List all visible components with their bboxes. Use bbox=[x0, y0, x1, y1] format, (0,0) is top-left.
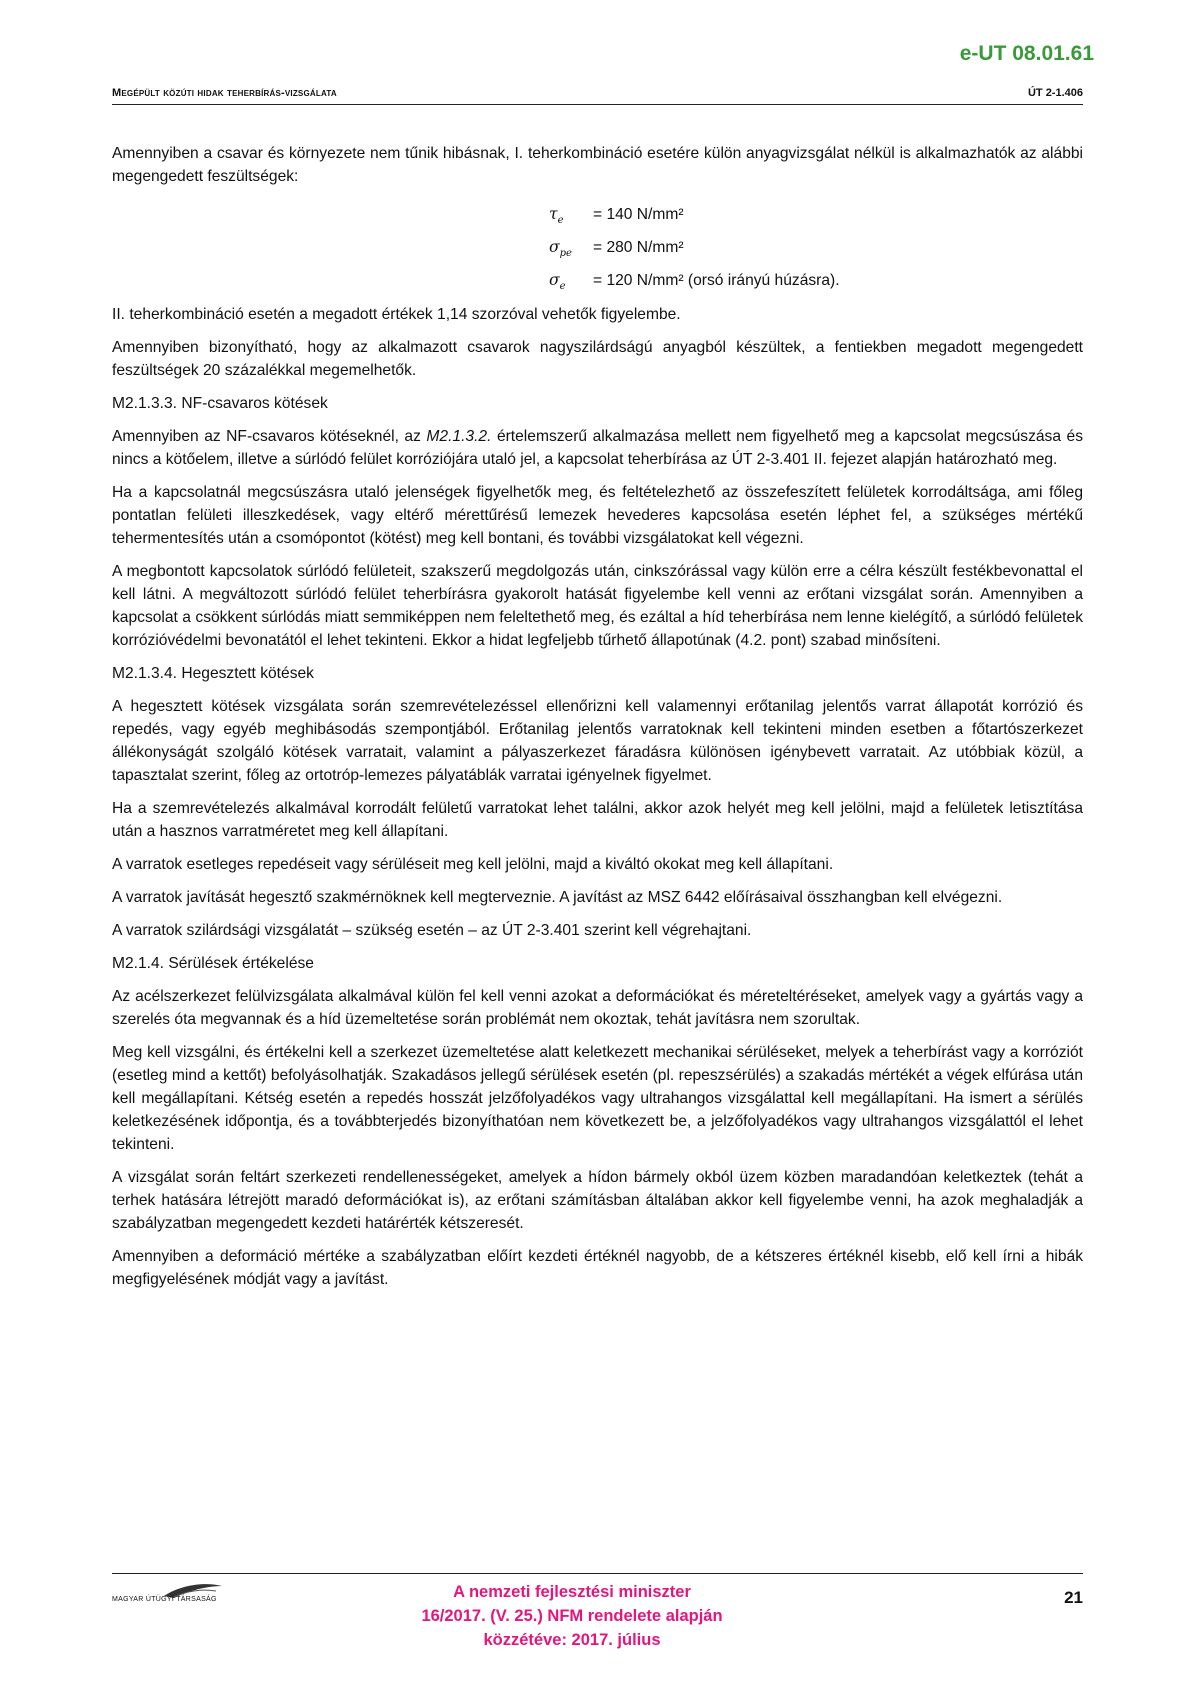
formula-symbol: $\sigma_{pe}$ bbox=[549, 238, 572, 260]
publication-note-line: A nemzeti fejlesztési miniszter bbox=[453, 1583, 691, 1601]
formula-value: = 120 N/mm² bbox=[593, 272, 684, 289]
logo-text: MAGYAR ÚTÜGYI TÁRSASÁG bbox=[112, 1596, 217, 1603]
publication-note bbox=[292, 1580, 852, 1652]
paragraph-weld-4: A varratok javítását hegesztő szakmérnöknek kell megterveznie. A javítást az MSZ 6442 előírásaival összhangban kell elvégezni. bbox=[112, 889, 1003, 906]
section-heading-nf-bolts: M2.1.3.3. NF-csavaros kötések bbox=[112, 395, 328, 412]
formula-row bbox=[549, 264, 1083, 297]
paragraph-weld-5: A varratok szilárdsági vizsgálatát – szükség esetén – az ÚT 2-3.401 szerint kell végrehajtani. bbox=[112, 922, 752, 939]
page-header bbox=[112, 84, 1083, 105]
section-heading-damage: M2.1.4. Sérülések értékelése bbox=[112, 955, 314, 972]
society-logo-icon bbox=[112, 1580, 262, 1608]
paragraph-weld-1: A hegesztett kötések vizsgálata során szemrevételezéssel ellenőrizni kell valamennyi erőtanilag jelentős varrat állapotát korrózió és repedés, vagy egyéb meghibásodás szempontjából. Erőtanilag jelentős varratoknak kell tekinteni minden esetben a főtartószerkezet állékonyságát szolgáló kötések varratait, valamint a pályaszerkezet fáradásra különösen igénybevett varratait. Az utóbbiak közül, a tapasztalat szerint, főleg az ortotróp-lemezes pályatáblák varratai igényelnek figyelmet. bbox=[112, 698, 1083, 784]
formula-symbol: $\tau_e$ bbox=[549, 205, 564, 227]
paragraph-damage-3: A vizsgálat során feltárt szerkezeti rendellenességeket, amelyek a hídon bármely okból üzem közben maradandóan keletkeztek (tehát a terhek hatására létrejött maradó deformációkat is), az erőtani számításban általában akkor kell figyelembe venni, ha azok meghaladják a szabályzatban megengedett kezdeti határérték kétszeresét. bbox=[112, 1169, 1083, 1232]
section-reference: M2.1.3.2. bbox=[426, 428, 492, 445]
publication-note-line: 16/2017. (V. 25.) NFM rendelete alapján bbox=[421, 1607, 723, 1625]
paragraph-high-strength: Amennyiben bizonyítható, hogy az alkalmazott csavarok nagyszilárdságú anyagból készültek, a fentiekben megadott megengedett feszültségek 20 százalékkal megemelhetők. bbox=[112, 339, 1083, 379]
document-code: e-UT 08.01.61 bbox=[959, 42, 1094, 65]
paragraph-load-combination: II. teherkombináció esetén a megadott értékek 1,14 szorzóval vehetők figyelembe. bbox=[112, 306, 681, 323]
paragraph-nf-2: Ha a kapcsolatnál megcsúszásra utaló jelenségek figyelhetők meg, és feltételezhető az összefeszített felületek korrodáltsága, ami főleg pontatlan felületi illeszkedések, vagy eltérő mérettűrésű lemezek hevederes kapcsolása esetén léphet fel, a szükséges mértékű tehermentesítés után a csomópontot (kötést) meg kell bontani, és további vizsgálatokat kell végezni. bbox=[112, 484, 1083, 547]
paragraph-intro: Amennyiben a csavar és környezete nem tűnik hibásnak, I. teherkombináció esetére külön anyagvizsgálat nélkül is alkalmazhatók az alábbi megengedett feszültségek: bbox=[112, 145, 1083, 185]
paragraph-damage-4: Amennyiben a deformáció mértéke a szabályzatban előírt kezdeti értéknél nagyobb, de a kétszeres értéknél kisebb, elő kell írni a hibák megfigyelésének módját vagy a javítást. bbox=[112, 1248, 1083, 1288]
paragraph-damage-1: Az acélszerkezet felülvizsgálata alkalmával külön fel kell venni azokat a deformációkat és méreteltéréseket, amelyek vagy a gyártás vagy a szerelés óta megvannak és a híd üzemeltetése során problémát nem okoztak, tehát javításra nem szorultak. bbox=[112, 988, 1083, 1028]
formula-symbol: $\sigma_e$ bbox=[549, 271, 566, 293]
paragraph-weld-2: Ha a szemrevételezés alkalmával korrodált felületű varratokat lehet találni, akkor azok helyét meg kell jelölni, majd a felületek letisztítása után a hasznos varratméretet meg kell állapítani. bbox=[112, 800, 1083, 840]
formula-value: = 140 N/mm² bbox=[593, 206, 684, 223]
formula-row bbox=[549, 231, 1083, 264]
paragraph-nf-1: Amennyiben az NF-csavaros kötéseknél, az M2.1.3.2. értelemszerű alkalmazása mellett nem figyelhető meg a kapcsolat megcsúszása és nincs a kötőelem, illetve a súrlódó felület korróziójára utaló jel, a kapcsolat teherbírása az ÚT 2-3.401 II. fejezet alapján határozható meg. bbox=[112, 428, 1083, 468]
formula-row bbox=[549, 198, 1083, 231]
page-footer bbox=[112, 1573, 1083, 1674]
publication-note-line: közzétéve: 2017. július bbox=[483, 1631, 661, 1649]
formula-block bbox=[112, 198, 1083, 297]
header-ref: ÚT 2-1.406 bbox=[1027, 87, 1083, 99]
paragraph-damage-2: Meg kell vizsgálni, és értékelni kell a szerkezet üzemeltetése alatt keletkezett mechanikai sérüléseket, melyek a teherbírást vagy a korróziót (esetleg mind a kettőt) befolyásolhatják. Szakadásos jellegű sérülések esetén (pl. repeszsérülés) a szakadás mértékét a végek elfúrása után kell megállapítani. Kétség esetén a repedés hosszát jelzőfolyadékos vagy ultrahangos vizsgálattal kell megállapítani. Ha ismert a sérülés keletkezésének időpontja, és a továbbterjedés bizonyíthatóan nem következett be, a jelzőfolyadékos vagy ultrahangos vizsgálattól el lehet tekinteni. bbox=[112, 1044, 1083, 1153]
page-number: 21 bbox=[1064, 1588, 1083, 1607]
header-title: Megépült közúti hidak teherbírás-vizsgálata bbox=[112, 87, 337, 99]
section-heading-welded: M2.1.3.4. Hegesztett kötések bbox=[112, 665, 314, 682]
formula-value: = 280 N/mm² bbox=[593, 239, 684, 256]
page-content bbox=[112, 142, 1083, 1301]
formula-note: (orsó irányú húzásra). bbox=[683, 272, 840, 289]
paragraph-weld-3: A varratok esetleges repedéseit vagy sérüléseit meg kell jelölni, majd a kiváltó okokat meg kell állapítani. bbox=[112, 856, 834, 873]
paragraph-nf-3: A megbontott kapcsolatok súrlódó felületeit, szakszerű megdolgozás után, cinkszórással vagy külön erre a célra készült festékbevonattal el kell látni. A megváltozott súrlódó felület teherbírásra gyakorolt hatását figyelembe kell venni az erőtani vizsgálat során. Amennyiben a kapcsolat a csökkent súrlódás miatt semmiképpen nem feleltethető meg, és ezáltal a híd teherbírása nem lenne kielégítő, a súrlódó felületek korrózióvédelmi bevonatától el lehet tekinteni. Ekkor a hidat legfeljebb tűrhető állapotúnak (4.2. pont) szabad minősíteni. bbox=[112, 563, 1083, 649]
